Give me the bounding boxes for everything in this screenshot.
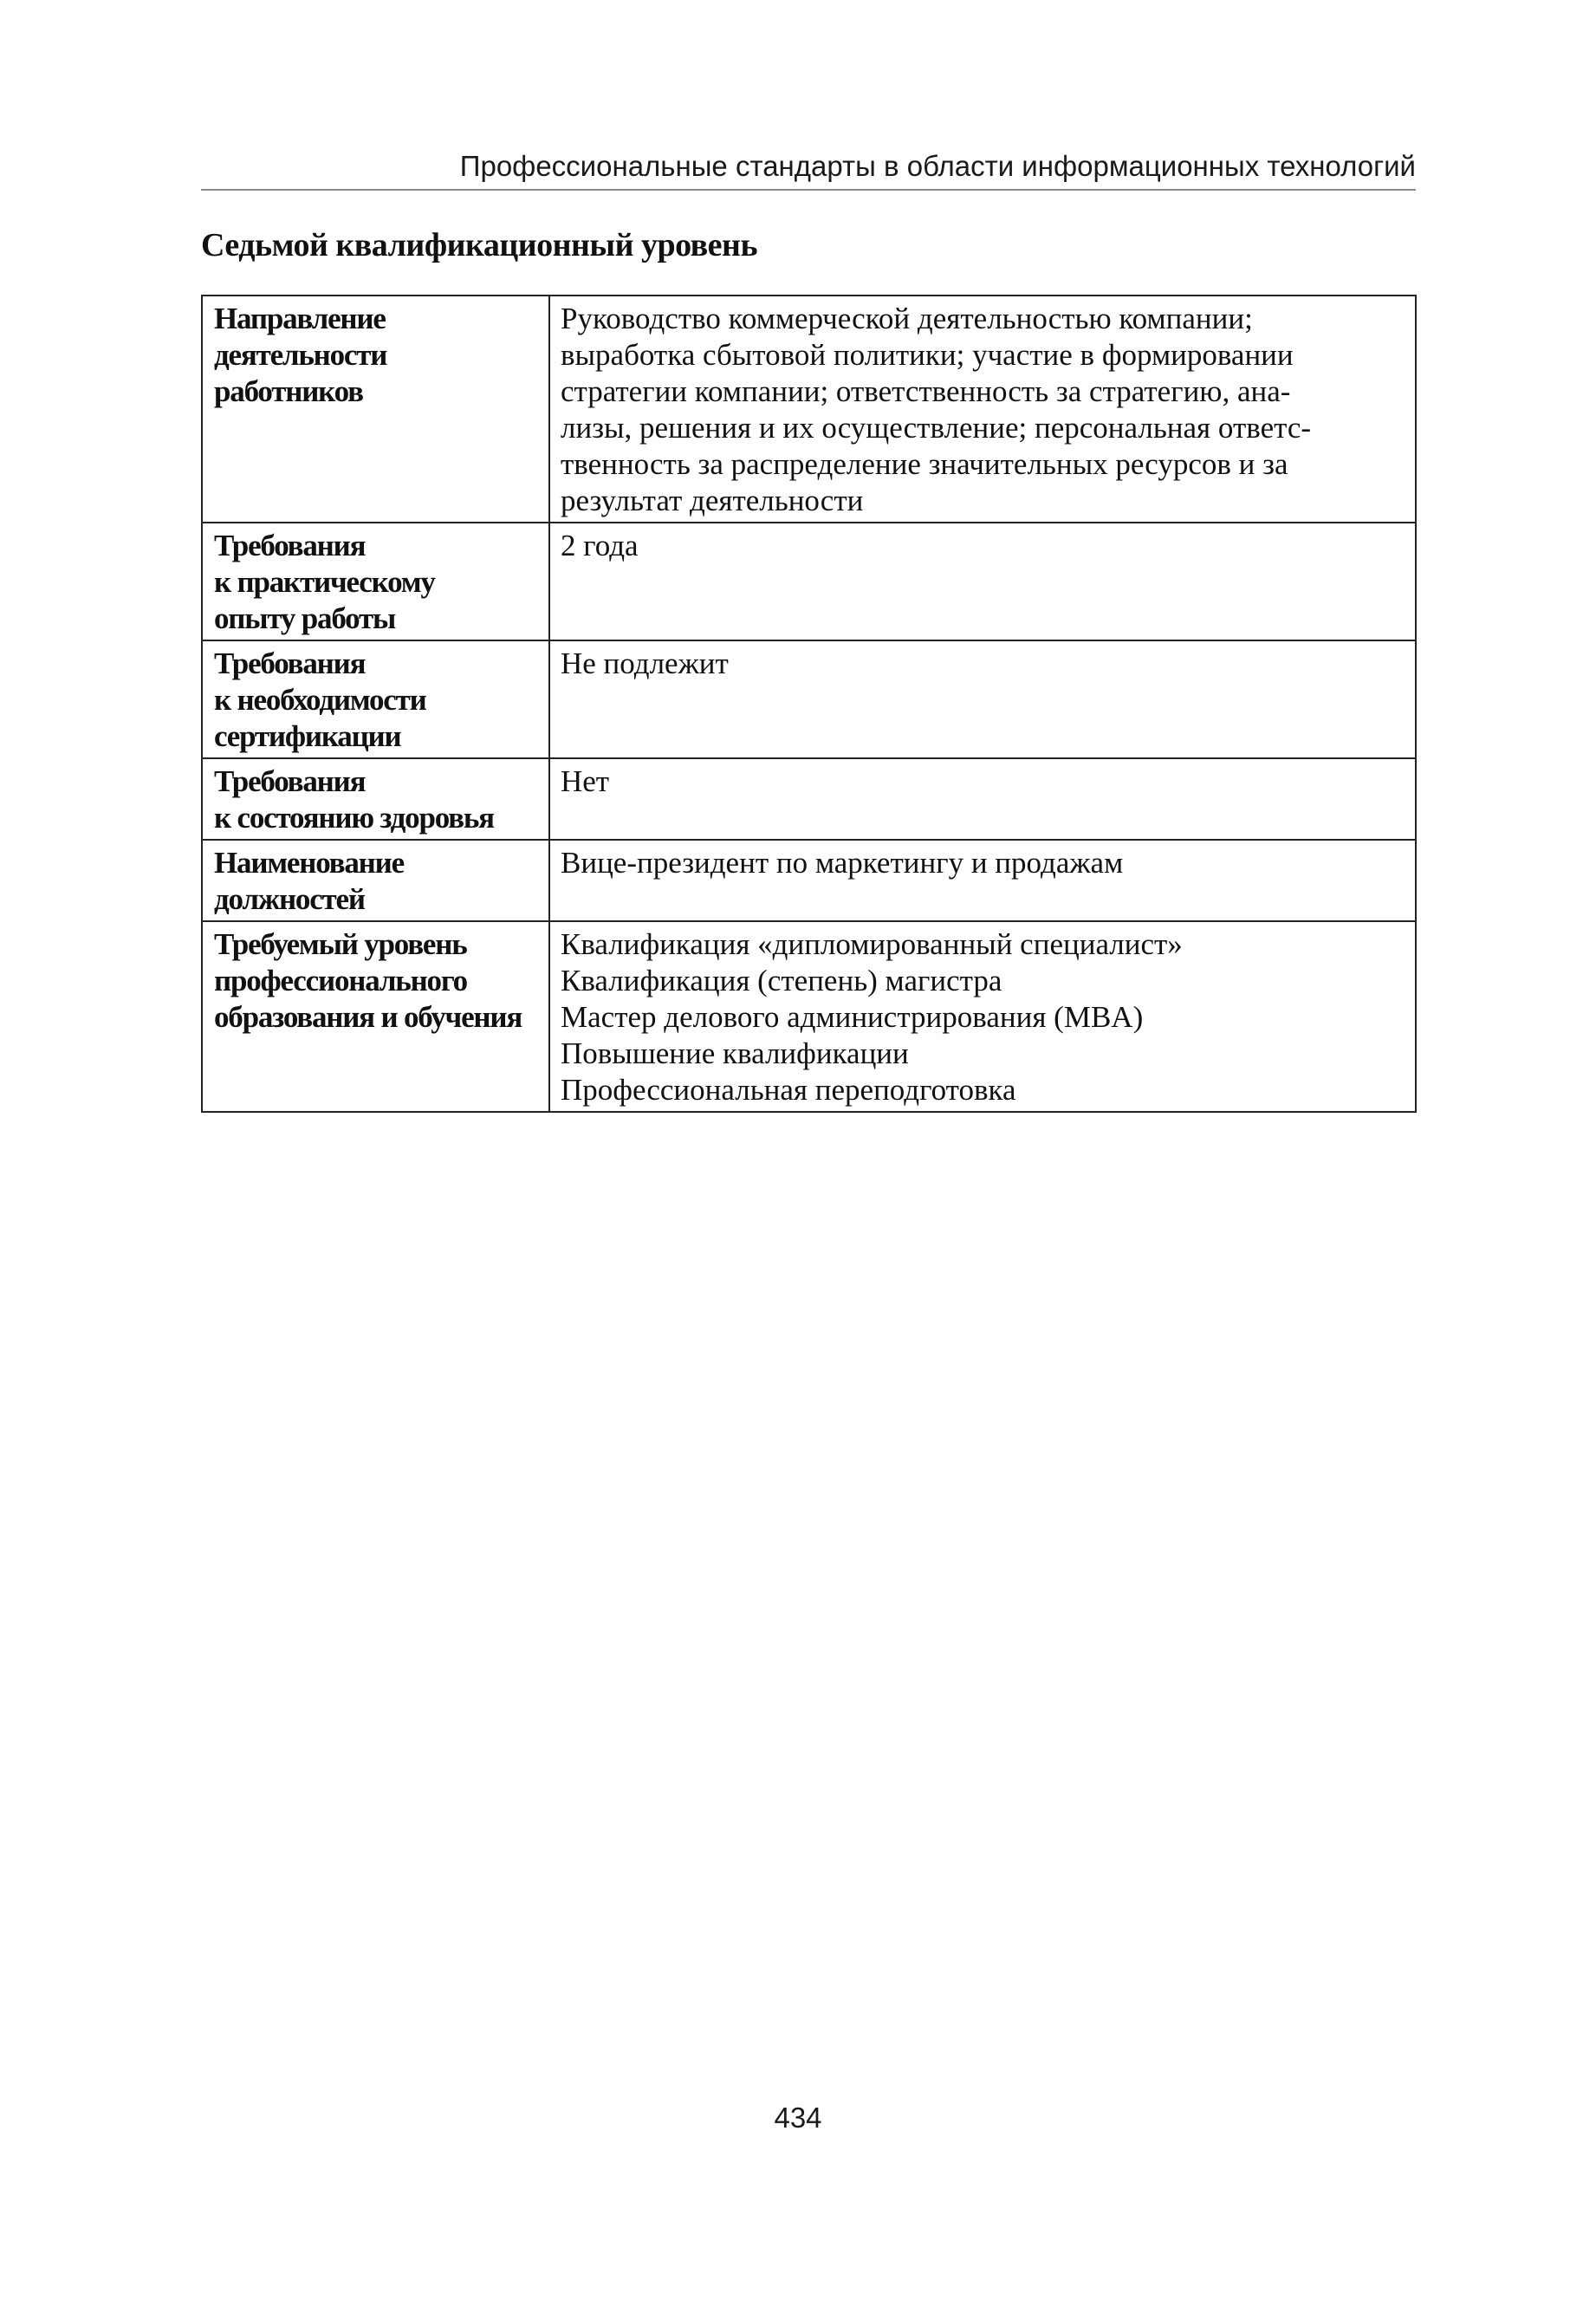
value-line: 2 года — [561, 529, 639, 562]
label-line: к необходимости — [214, 683, 426, 717]
row-value — [549, 840, 1416, 921]
row-label — [202, 296, 549, 523]
value-line: результат деятельности — [561, 484, 864, 517]
value-line: Вице-президент по маркетингу и продажам — [561, 846, 1124, 880]
value-line: выработка сбытовой политики; участие в формировании — [561, 338, 1294, 372]
label-line: образования и обучения — [214, 1000, 522, 1034]
section-title: Седьмой квалификационный уровень — [201, 227, 758, 263]
value-line: Профессиональная переподготовка — [561, 1073, 1016, 1107]
label-line: сертификации — [214, 719, 401, 753]
table-row-activity-direction — [202, 296, 1416, 523]
label-line: Наименование — [214, 846, 404, 880]
qualification-table — [201, 295, 1417, 1113]
value-line: лизы, решения и их осуществление; персональная ответс- — [561, 411, 1312, 445]
value-line: Мастер делового администрирования (MBA) — [561, 1000, 1144, 1034]
label-line: должностей — [214, 882, 365, 916]
value-line: Не подлежит — [561, 646, 729, 680]
row-label — [202, 840, 549, 921]
label-line: к практическому — [214, 565, 435, 599]
label-line: профессионального — [214, 964, 467, 997]
label-line: Требуемый уровень — [214, 927, 467, 961]
value-line: твенность за распределение значительных ресурсов и за — [561, 447, 1288, 481]
row-value — [549, 296, 1416, 523]
label-line: к состоянию здоровья — [214, 801, 494, 835]
value-line: Квалификация «дипломированный специалист» — [561, 927, 1183, 961]
row-value — [549, 640, 1416, 758]
row-value — [549, 921, 1416, 1112]
value-line: Квалификация (степень) магистра — [561, 964, 1002, 997]
label-line: Требования — [214, 646, 366, 680]
table-row-education — [202, 921, 1416, 1112]
table-row-job-titles — [202, 840, 1416, 921]
value-line: стратегии компании; ответственность за стратегию, ана- — [561, 374, 1291, 408]
page-number: 434 — [774, 2102, 822, 2134]
row-value — [549, 758, 1416, 840]
label-line: Направление — [214, 302, 386, 335]
table-row-health — [202, 758, 1416, 840]
label-line: работников — [214, 374, 363, 408]
value-line: Нет — [561, 764, 610, 798]
row-label — [202, 758, 549, 840]
row-label — [202, 523, 549, 640]
value-line: Руководство коммерческой деятельностью компании; — [561, 302, 1253, 335]
row-label — [202, 640, 549, 758]
label-line: деятельности — [214, 338, 387, 372]
label-line: Требования — [214, 764, 366, 798]
row-label — [202, 921, 549, 1112]
table-row-work-experience — [202, 523, 1416, 640]
running-header: Профессиональные стандарты в области информационных технологий — [201, 147, 1416, 191]
label-line: Требования — [214, 529, 366, 562]
label-line: опыту работы — [214, 601, 396, 635]
row-value — [549, 523, 1416, 640]
table-row-certification — [202, 640, 1416, 758]
value-line: Повышение квалификации — [561, 1036, 909, 1070]
